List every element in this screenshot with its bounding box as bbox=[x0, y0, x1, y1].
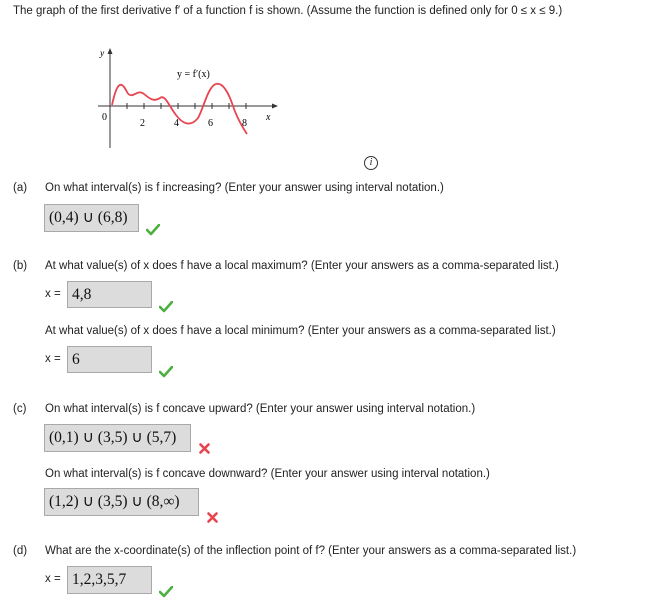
y-axis-arrow bbox=[108, 48, 113, 54]
intro-text: The graph of the first derivative f′ of a function f is shown. (Assume the function is defined only for 0 ≤ x ≤ 9.) bbox=[13, 5, 563, 17]
part-a-answer-input[interactable]: (0,4) ∪ (6,8) bbox=[44, 204, 139, 232]
part-b-max-question: At what value(s) of x does f have a local maximum? (Enter your answers as a comma-separated list.) bbox=[45, 260, 559, 272]
cross-icon bbox=[207, 512, 218, 523]
derivative-curve bbox=[112, 84, 247, 134]
check-icon bbox=[159, 301, 173, 313]
part-b-label: (b) bbox=[13, 260, 28, 272]
origin-label: 0 bbox=[102, 112, 107, 123]
part-b-min-prefix: x = bbox=[45, 353, 61, 365]
derivative-graph bbox=[90, 44, 290, 150]
tick-label-6: 6 bbox=[208, 118, 213, 129]
x-axis-label: x bbox=[266, 112, 271, 123]
part-a-question: On what interval(s) is f increasing? (Enter your answer using interval notation.) bbox=[45, 182, 444, 194]
part-d-question: What are the x-coordinate(s) of the inflection point of f? (Enter your answers as a comma-separated list.) bbox=[45, 545, 577, 557]
part-c-down-answer-input[interactable]: (1,2) ∪ (3,5) ∪ (8,∞) bbox=[44, 488, 199, 516]
part-c-label: (c) bbox=[13, 403, 27, 415]
part-c-up-question: On what interval(s) is f concave upward? (Enter your answer using interval notation.) bbox=[45, 403, 476, 415]
y-axis-label: y bbox=[100, 49, 105, 59]
curve-label: y = f′(x) bbox=[177, 69, 210, 80]
tick-label-4: 4 bbox=[174, 118, 179, 129]
part-a-label: (a) bbox=[13, 182, 28, 194]
tick-label-8: 8 bbox=[242, 118, 247, 129]
tick-label-2: 2 bbox=[140, 118, 145, 129]
x-axis-arrow bbox=[272, 104, 278, 109]
part-b-max-answer-input[interactable]: 4,8 bbox=[67, 281, 152, 308]
part-d-prefix: x = bbox=[45, 573, 61, 585]
part-c-up-answer-input[interactable]: (0,1) ∪ (3,5) ∪ (5,7) bbox=[44, 424, 191, 452]
info-icon[interactable]: i bbox=[364, 156, 378, 170]
check-icon bbox=[159, 366, 173, 378]
part-b-max-prefix: x = bbox=[45, 288, 61, 300]
part-d-label: (d) bbox=[13, 545, 28, 557]
check-icon bbox=[159, 586, 173, 598]
part-b-min-question: At what value(s) of x does f have a local minimum? (Enter your answers as a comma-separated list.) bbox=[45, 325, 556, 337]
part-d-answer-input[interactable]: 1,2,3,5,7 bbox=[67, 566, 152, 594]
cross-icon bbox=[199, 443, 210, 454]
part-c-down-question: On what interval(s) is f concave downward? (Enter your answer using interval notation.) bbox=[45, 468, 490, 480]
check-icon bbox=[146, 224, 160, 236]
part-b-min-answer-input[interactable]: 6 bbox=[67, 346, 152, 373]
